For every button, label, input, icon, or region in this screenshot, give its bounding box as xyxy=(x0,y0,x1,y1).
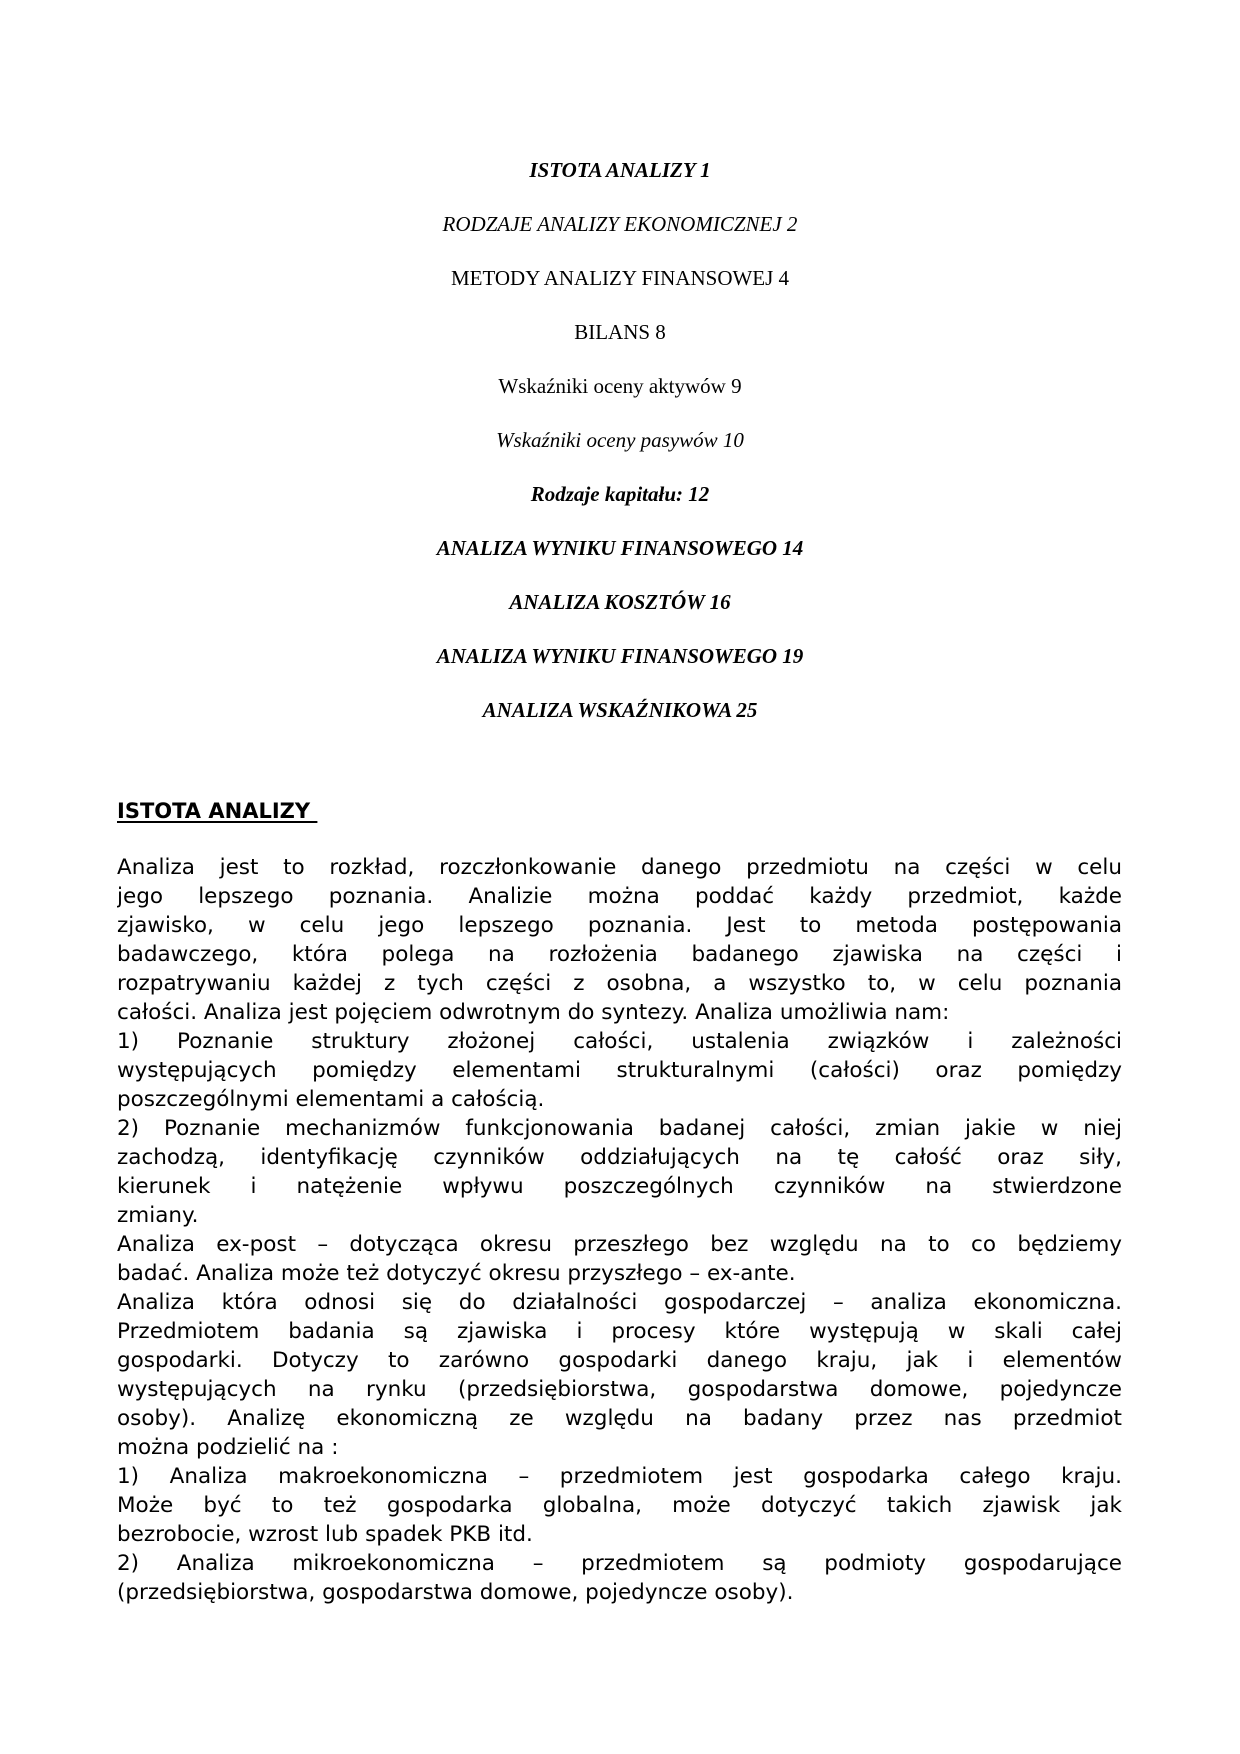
paragraph-line: Może być to też gospodarka globalna, może dotyczyć takich zjawisk jak xyxy=(117,1493,1122,1518)
paragraph-line: bezrobocie, wzrost lub spadek PKB itd. xyxy=(117,1522,533,1547)
paragraph-line: 2) Analiza mikroekonomiczna – przedmiotem są podmioty gospodarujące xyxy=(117,1551,1122,1576)
toc-entry-analiza-wskaznikowa: ANALIZA WSKAŹNIKOWA 25 xyxy=(482,698,758,722)
paragraph-line: występujących na rynku (przedsiębiorstwa, gospodarstwa domowe, pojedyncze xyxy=(117,1377,1122,1402)
toc-entry-wskazniki-oceny-pasywow: Wskaźniki oceny pasywów 10 xyxy=(496,428,744,452)
toc-entry-analiza-wyniku-finansowego-19: ANALIZA WYNIKU FINANSOWEGO 19 xyxy=(436,644,804,668)
toc-entry-analiza-wyniku-finansowego-14: ANALIZA WYNIKU FINANSOWEGO 14 xyxy=(436,536,804,560)
paragraph-line: Przedmiotem badania są zjawiska i procesy które występują w skali całej xyxy=(117,1319,1122,1344)
paragraph-line: osoby). Analizę ekonomiczną ze względu na badany przez nas przedmiot xyxy=(117,1406,1122,1431)
toc-entry-metody-analizy-finansowej: METODY ANALIZY FINANSOWEJ 4 xyxy=(450,266,790,290)
paragraph-line: zachodzą, identyfikację czynników oddziałujących na tę całość oraz siły, xyxy=(117,1145,1122,1170)
paragraph-line: Analiza która odnosi się do działalności gospodarczej – analiza ekonomiczna. xyxy=(117,1290,1122,1315)
paragraph-line: gospodarki. Dotyczy to zarówno gospodarki danego kraju, jak i elementów xyxy=(117,1348,1122,1373)
paragraph-line: występujących pomiędzy elementami strukturalnymi (całości) oraz pomiędzy xyxy=(117,1058,1122,1083)
paragraph-line: badawczego, która polega na rozłożenia badanego zjawiska na części i xyxy=(117,942,1122,967)
paragraph-line: poszczególnymi elementami a całością. xyxy=(117,1087,545,1112)
paragraph-line: 1) Poznanie struktury złożonej całości, ustalenia związków i zależności xyxy=(117,1029,1122,1054)
paragraph-line: całości. Analiza jest pojęciem odwrotnym do syntezy. Analiza umożliwia nam: xyxy=(117,1000,950,1025)
toc-entry-bilans: BILANS 8 xyxy=(574,320,666,344)
paragraph-line: 1) Analiza makroekonomiczna – przedmiotem jest gospodarka całego kraju. xyxy=(117,1464,1122,1489)
toc-entry-wskazniki-oceny-aktywow: Wskaźniki oceny aktywów 9 xyxy=(498,374,742,398)
toc-entry-istota-analizy: ISTOTA ANALIZY 1 xyxy=(529,158,711,182)
section-heading: ISTOTA ANALIZY xyxy=(117,799,318,823)
paragraph-line: (przedsiębiorstwa, gospodarstwa domowe, pojedyncze osoby). xyxy=(117,1580,794,1605)
paragraph-line: zmiany. xyxy=(117,1203,199,1228)
paragraph-line: 2) Poznanie mechanizmów funkcjonowania badanej całości, zmian jakie w niej xyxy=(117,1116,1122,1141)
paragraph-line: zjawisko, w celu jego lepszego poznania. Jest to metoda postępowania xyxy=(117,913,1122,938)
toc-entry-analiza-kosztow: ANALIZA KOSZTÓW 16 xyxy=(509,590,731,614)
table-of-contents xyxy=(0,157,1240,751)
paragraph-line: Analiza ex-post – dotycząca okresu przeszłego bez względu na to co będziemy xyxy=(117,1232,1122,1257)
paragraph-line: rozpatrywaniu każdej z tych części z osobna, a wszystko to, w celu poznania xyxy=(117,971,1122,996)
paragraph-line: Analiza jest to rozkład, rozczłonkowanie danego przedmiotu na części w celu xyxy=(117,855,1122,880)
paragraph-line: jego lepszego poznania. Analizie można poddać każdy przedmiot, każde xyxy=(117,884,1122,909)
toc-entry-rodzaje-analizy-ekonomicznej: RODZAJE ANALIZY EKONOMICZNEJ 2 xyxy=(442,212,798,236)
section-body xyxy=(117,853,1122,1607)
paragraph-line: można podzielić na : xyxy=(117,1435,339,1460)
paragraph-line: kierunek i natężenie wpływu poszczególnych czynników na stwierdzone xyxy=(117,1174,1122,1199)
toc-entry-rodzaje-kapitalu: Rodzaje kapitału: 12 xyxy=(530,482,710,506)
paragraph-line: badać. Analiza może też dotyczyć okresu przyszłego – ex-ante. xyxy=(117,1261,796,1286)
